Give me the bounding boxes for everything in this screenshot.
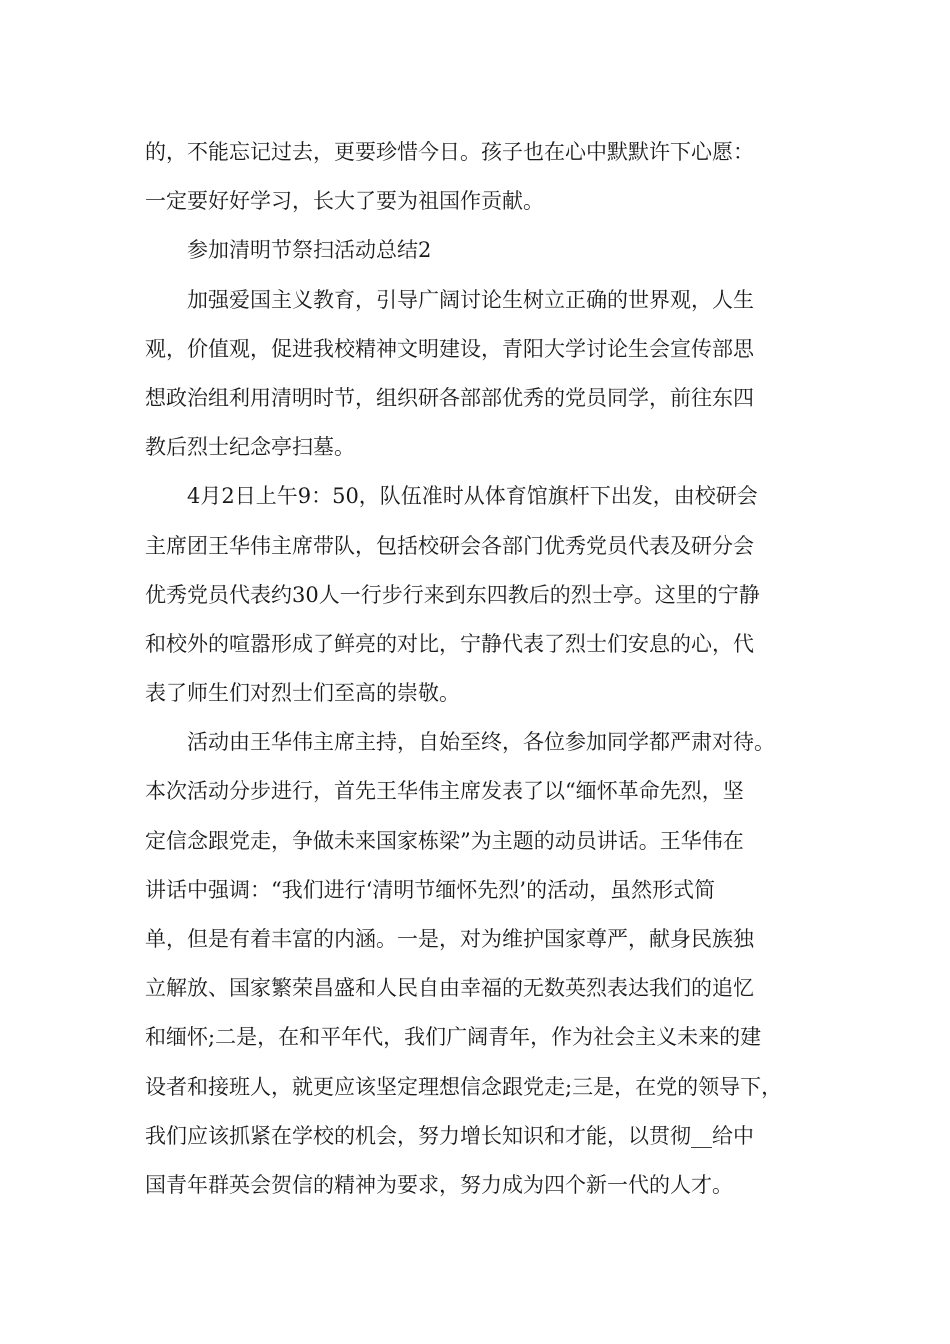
- paragraph-line: 教后烈士纪念亭扫墓。: [145, 435, 355, 460]
- paragraph-line: 定信念跟党走，争做未来国家栋梁”为主题的动员讲话。王华伟在: [145, 828, 744, 853]
- paragraph-line: 立解放、国家繁荣昌盛和人民自由幸福的无数英烈表达我们的追忆: [145, 976, 754, 1001]
- paragraph-line: 表了师生们对烈士们至高的崇敬。: [145, 681, 460, 706]
- paragraph-line: 国青年群英会贺信的精神为要求，努力成为四个新一代的人才。: [145, 1172, 733, 1197]
- paragraph-line: 本次活动分步进行，首先王华伟主席发表了以“缅怀革命先烈，坚: [145, 779, 744, 804]
- paragraph-line: 我们应该抓紧在学校的机会，努力增长知识和才能，以贯彻__给中: [145, 1123, 754, 1148]
- paragraph-line: 活动由王华伟主席主持，自始至终，各位参加同学都严肃对待。: [187, 730, 775, 755]
- paragraph-line: 和校外的喧嚣形成了鲜亮的对比，宁静代表了烈士们安息的心，代: [145, 631, 754, 656]
- paragraph-line: 和缅怀;二是，在和平年代，我们广阔青年，作为社会主义未来的建: [145, 1025, 762, 1050]
- section-heading: 参加清明节祭扫活动总结2: [187, 238, 432, 263]
- paragraph-line: 的，不能忘记过去，更要珍惜今日。孩子也在心中默默许下心愿：: [145, 140, 754, 164]
- paragraph-line: 4月2日上午9：50，队伍准时从体育馆旗杆下出发，由校研会: [187, 484, 758, 509]
- paragraph-line: 设者和接班人，就更应该坚定理想信念跟党走;三是，在党的领导下，: [145, 1074, 783, 1099]
- paragraph-line: 加强爱国主义教育，引导广阔讨论生树立正确的世界观，人生: [187, 287, 754, 312]
- paragraph-line: 优秀党员代表约30人一行步行来到东四教后的烈士亭。这里的宁静: [145, 582, 760, 607]
- paragraph-line: 讲话中强调：“我们进行‘清明节缅怀先烈’的活动，虽然形式简: [145, 877, 716, 902]
- paragraph-line: 一定要好好学习，长大了要为祖国作贡献。: [145, 189, 544, 214]
- paragraph-line: 想政治组利用清明时节，组织研各部部优秀的党员同学，前往东四: [145, 385, 754, 410]
- paragraph-line: 单，但是有着丰富的内涵。一是，对为维护国家尊严，献身民族独: [145, 927, 754, 951]
- paragraph-line: 观，价值观，促进我校精神文明建设，青阳大学讨论生会宣传部思: [145, 336, 754, 361]
- document-body: [145, 128, 815, 1210]
- paragraph-line: 主席团王华伟主席带队，包括校研会各部门优秀党员代表及研分会: [145, 533, 754, 558]
